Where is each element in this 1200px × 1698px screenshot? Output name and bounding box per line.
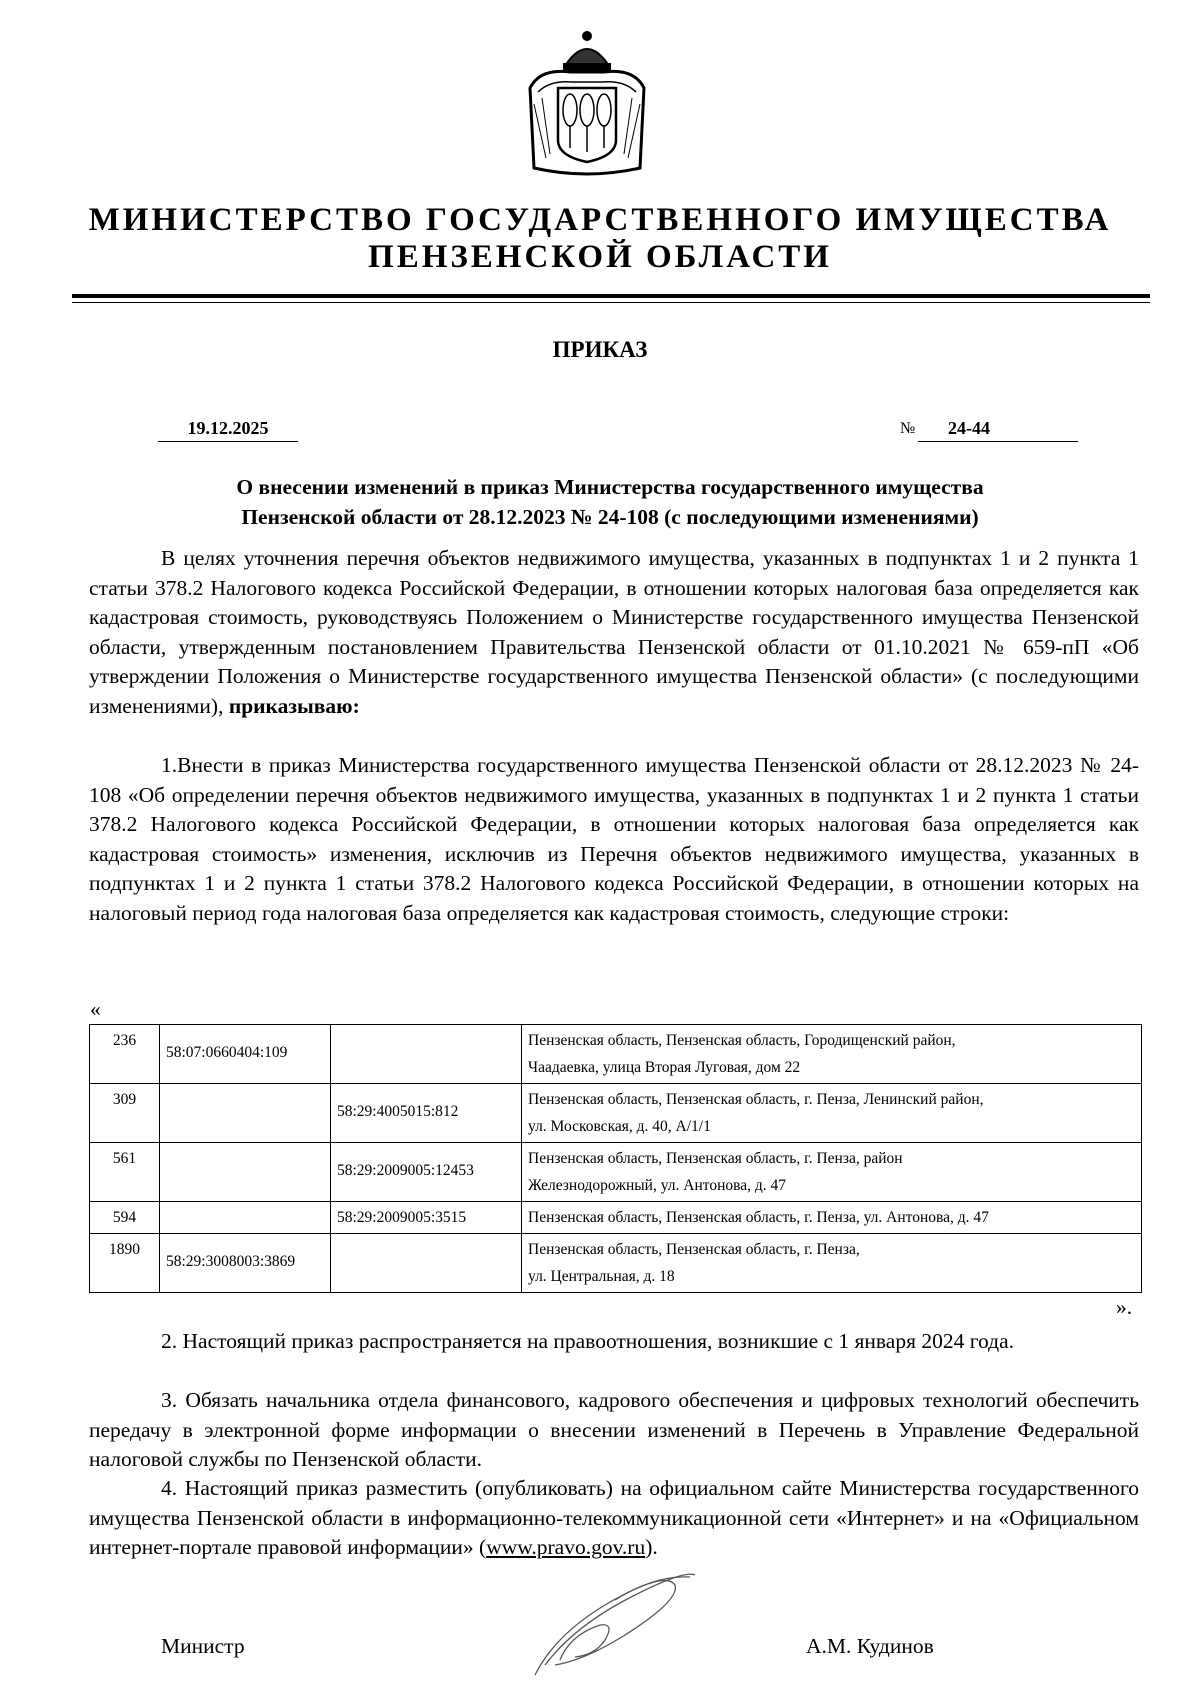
address-line1: Пензенская область, Пензенская область, г. Пенза, <box>528 1241 860 1258</box>
row-number: 236 <box>90 1025 160 1084</box>
header-divider-thick <box>72 294 1150 298</box>
object-address <box>522 1025 1142 1084</box>
object-address <box>522 1202 1142 1234</box>
cadastral-number-building <box>160 1084 331 1143</box>
header-divider-thin <box>72 302 1150 303</box>
address-line1: Пензенская область, Пензенская область, г. Пенза, ул. Антонова, д. 47 <box>528 1209 989 1226</box>
address-line1: Пензенская область, Пензенская область, Городищенский район, <box>528 1032 956 1049</box>
cadastral-number-building <box>160 1202 331 1234</box>
object-address <box>522 1143 1142 1202</box>
pravo-gov-link[interactable]: www.pravo.gov.ru <box>486 1535 646 1559</box>
document-title-line2: Пензенской области от 28.12.2023 № 24-108 (с последующими изменениями) <box>241 505 979 529</box>
cadastral-number-building <box>160 1143 331 1202</box>
address-line2: ул. Центральная, д. 18 <box>528 1268 675 1285</box>
document-number-field <box>918 418 1078 442</box>
cadastral-number-premises: 58:29:2009005:3515 <box>331 1202 522 1234</box>
item-2-paragraph: 2. Настоящий приказ распространяется на правоотношения, возникшие с 1 января 2024 года. <box>161 1329 1014 1353</box>
object-address <box>522 1234 1142 1293</box>
link-paren-close: ). <box>645 1535 658 1559</box>
row-number: 594 <box>90 1202 160 1234</box>
preamble-paragraph <box>89 544 1139 721</box>
handwritten-signature <box>515 1565 705 1683</box>
order-verb: приказываю: <box>228 693 360 718</box>
document-title <box>90 472 1130 532</box>
item-4-text: 4. Настоящий приказ разместить (опубликовать) на официальном сайте Министерства государственного имущества Пензенской области в информационно-телекоммуникационной сети «Интернет» и на «Официальном интернет-портале правовой информации» <box>89 1476 1139 1559</box>
document-date: 19.12.2025 <box>158 418 298 442</box>
ministry-name-line2: ПЕНЗЕНСКОЙ ОБЛАСТИ <box>368 239 832 275</box>
table-row <box>90 1234 1142 1293</box>
excluded-objects-table <box>89 1024 1142 1293</box>
address-line1: Пензенская область, Пензенская область, г. Пенза, Ленинский район, <box>528 1091 984 1108</box>
document-type: ПРИКАЗ <box>552 337 648 362</box>
signatory-name: А.М. Кудинов <box>806 1634 934 1658</box>
address-line2: ул. Московская, д. 40, А/1/1 <box>528 1118 711 1135</box>
table-row <box>90 1084 1142 1143</box>
row-number: 309 <box>90 1084 160 1143</box>
cadastral-number-premises: 58:29:2009005:12453 <box>331 1143 522 1202</box>
coat-of-arms-emblem <box>520 28 654 178</box>
preamble-text: В целях уточнения перечня объектов недвижимого имущества, указанных в подпунктах 1 и 2 пункта 1 статьи 378.2 Налогового кодекса Российской Федерации, в отношении которых налоговая база определяется как кадастровая стоимость, руководствуясь Положением о Министерстве государственного имущества Пензенской области, утвержденным постановлением Правительства Пензенской области от 01.10.2021 № 659-пП «Об утверждении Положения о Министерстве государственного имущества Пензенской области» (с последующими изменениями), <box>89 546 1139 718</box>
row-number: 1890 <box>90 1234 160 1293</box>
ministry-name-line1: МИНИСТЕРСТВО ГОСУДАРСТВЕННОГО ИМУЩЕСТВА <box>88 202 1112 238</box>
cadastral-number-premises <box>331 1025 522 1084</box>
document-number: 24-44 <box>948 418 990 438</box>
table-row <box>90 1143 1142 1202</box>
table-row <box>90 1025 1142 1084</box>
link-paren-open: ( <box>479 1535 487 1559</box>
row-number: 561 <box>90 1143 160 1202</box>
quote-close: ». <box>1116 1295 1133 1319</box>
cadastral-number-building: 58:29:3008003:3869 <box>160 1234 331 1293</box>
item-3-paragraph: 3. Обязать начальника отдела финансового, кадрового обеспечения и цифровых технологий обеспечить передачу в электронной форме информации о внесении изменений в Перечень в Управление Федеральной налоговой службы по Пензенской области. <box>89 1388 1139 1471</box>
cadastral-number-building: 58:07:0660404:109 <box>160 1025 331 1084</box>
table-row <box>90 1202 1142 1234</box>
address-line2: Чаадаевка, улица Вторая Луговая, дом 22 <box>528 1059 801 1076</box>
item-1-paragraph: 1.Внести в приказ Министерства государственного имущества Пензенской области от 28.12.2023 № 24-108 «Об определении перечня объектов недвижимого имущества, указанных в подпунктах 1 и 2 пункта 1 статьи 378.2 Налогового кодекса Российской Федерации, в отношении которых налоговая база определяется как кадастровая стоимость» изменения, исключив из Перечня объектов недвижимого имущества, указанных в подпунктах 1 и 2 пункта 1 статьи 378.2 Налогового кодекса Российской Федерации, в отношении которых на налоговый период года налоговая база определяется как кадастровая стоимость, следующие строки: <box>89 753 1139 925</box>
signatory-title: Министр <box>161 1634 245 1658</box>
item-4-paragraph <box>89 1474 1139 1563</box>
cadastral-number-premises: 58:29:4005015:812 <box>331 1084 522 1143</box>
quote-open: « <box>90 997 101 1021</box>
address-line2: Железнодорожный, ул. Антонова, д. 47 <box>528 1177 787 1194</box>
address-line1: Пензенская область, Пензенская область, г. Пенза, район <box>528 1150 903 1167</box>
cadastral-number-premises <box>331 1234 522 1293</box>
document-number-label: № <box>900 420 916 437</box>
document-title-line1: О внесении изменений в приказ Министерства государственного имущества <box>236 475 984 499</box>
object-address <box>522 1084 1142 1143</box>
